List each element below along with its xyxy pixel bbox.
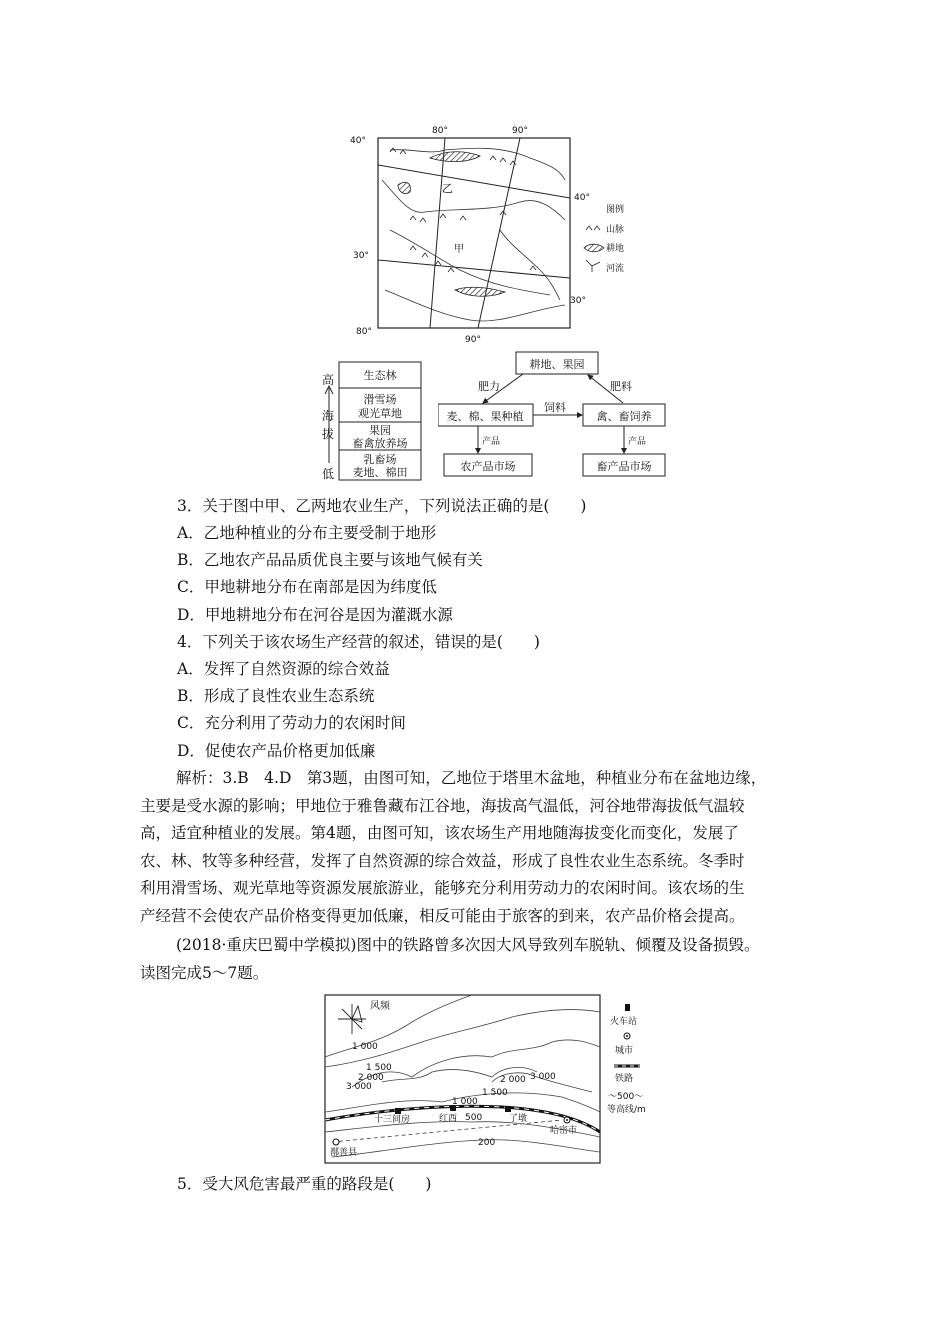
legend-contour: 等高线/m	[607, 1105, 646, 1115]
legend-station-icon	[625, 1004, 630, 1011]
flow-right-bottom: 畜产品市场	[596, 460, 652, 473]
altitude-row-1: 生态林	[363, 369, 397, 382]
q3-option-d[interactable]: D．甲地耕地分布在河谷是因为灌溉水源	[177, 606, 453, 624]
county-marker	[333, 1139, 339, 1145]
altitude-axis-2: 拔	[322, 427, 335, 441]
flow-diagram-figure	[438, 350, 673, 480]
flow-left-mid: 麦、棉、果种植	[446, 410, 524, 423]
border-line-1	[390, 148, 565, 180]
meridian-80	[430, 138, 445, 328]
intro-paragraph	[140, 932, 820, 987]
altitude-table-figure	[314, 358, 429, 483]
q5-stem: 5．受大风危害最严重的路段是( )	[177, 1175, 432, 1193]
q4-option-b[interactable]: B．形成了良性农业生态系统	[177, 687, 375, 705]
legend-station: 火车站	[610, 1017, 638, 1027]
altitude-svg	[314, 358, 429, 483]
altitude-row-2b: 观光草地	[358, 407, 402, 420]
legend-city: 城市	[615, 1046, 634, 1056]
analysis-line-6: 产经营不会使农产品价格变得更加低廉，相反可能由于旅客的到来，农产品价格会提高。	[140, 906, 745, 925]
contour-1500b: 1 500	[482, 1088, 508, 1098]
label-yi: 乙	[442, 182, 453, 195]
lat-mid-left: 30°	[353, 251, 369, 261]
q3-option-b[interactable]: B．乙地农产品品质优良主要与该地气候有关	[177, 551, 483, 569]
q4-option-a[interactable]: A．发挥了自然资源的综合效益	[177, 660, 390, 678]
lon-bottom-left: 80°	[356, 327, 372, 337]
station-2-label: 红西	[439, 1114, 458, 1124]
parallel-30	[378, 260, 570, 278]
q4-option-c[interactable]: C．充分利用了劳动力的农闲时间	[177, 714, 406, 732]
legend-farmland: 耕地	[606, 244, 625, 254]
edge-manure-label: 肥料	[610, 380, 632, 393]
analysis-line-5: 利用滑雪场、观光草地等资源发展旅游业，能够充分利用劳动力的农闲时间。该农场的生	[140, 879, 745, 897]
farmland-west	[398, 182, 410, 193]
flow-right-mid: 禽、畜饲养	[596, 410, 652, 423]
flow-top: 耕地、果园	[529, 358, 585, 371]
contour-1000a: 1 000	[352, 1042, 378, 1052]
map-1-svg	[350, 120, 640, 345]
contour-500: 500	[465, 1113, 483, 1123]
q4-option-d[interactable]: D．促使农产品价格更加低廉	[177, 742, 376, 760]
contour-1000b: 1 000	[452, 1097, 478, 1107]
q3-option-a[interactable]: A．乙地种植业的分布主要受制于地形	[177, 524, 437, 542]
map-2-svg	[322, 992, 662, 1168]
lat-top-left: 40°	[350, 136, 366, 146]
analysis-paragraph	[140, 765, 820, 930]
altitude-row-4b: 麦地、棉田	[352, 466, 408, 479]
intro-line-1: (2018·重庆巴蜀中学模拟)图中的铁路曾多次因大风导致列车脱轨、倾覆及设备损毁。	[176, 936, 760, 954]
altitude-low: 低	[322, 467, 335, 481]
analysis-line-4: 农、林、牧等多种经营，发挥了自然资源的综合效益，形成了良性农业生态系统。冬季时	[140, 851, 745, 870]
river-line	[500, 230, 560, 300]
contour-2000b: 2 000	[500, 1075, 526, 1085]
himalaya-edge	[390, 230, 550, 295]
lat-right-2: 30°	[570, 296, 586, 306]
station-3-marker	[505, 1106, 511, 1112]
station-1-label: 十三间房	[374, 1115, 411, 1125]
altitude-row-3b: 畜禽放养场	[352, 437, 408, 450]
intro-line-2: 读图完成5～7题。	[140, 963, 269, 982]
farmland-north	[430, 152, 480, 162]
altitude-row-2a: 滑雪场	[363, 393, 397, 406]
legend-title: 图例	[606, 205, 625, 215]
edge-product-left-label: 产品	[482, 437, 501, 447]
legend-river-icon	[586, 260, 600, 272]
station-3-label: 了墩	[509, 1114, 528, 1124]
label-jia: 甲	[454, 244, 464, 255]
map-figure-2	[322, 992, 662, 1168]
altitude-row-3a: 果园	[369, 424, 391, 437]
edge-product-right-label: 产品	[628, 437, 647, 447]
contour-2000a: 2 000	[358, 1073, 384, 1083]
altitude-high: 高	[322, 373, 335, 387]
edge-fertility-label: 肥力	[478, 380, 500, 393]
legend-mountain-icon	[586, 226, 600, 230]
analysis-line-3: 高，适宜种植业的发展。第4题，由图可知，该农场生产用地随海拔变化而变化，发展了	[140, 824, 739, 842]
city-label: 哈密市	[550, 1126, 578, 1136]
lon-top-1: 80°	[432, 126, 448, 136]
analysis-line-1: 解析：3.B 4.D 第3题，由图可知，乙地位于塔里木盆地，种植业分布在盆地边缘，	[176, 769, 767, 787]
flow-left-bottom: 农产品市场	[460, 460, 516, 473]
q3-stem: 3．关于图中甲、乙两地农业生产，下列说法正确的是( )	[177, 497, 587, 515]
legend-rail: 铁路	[615, 1074, 634, 1084]
contour-200: 200	[478, 1138, 496, 1148]
edge-feed-label: 饲料	[544, 401, 566, 414]
contour-1500a: 1 500	[366, 1063, 392, 1073]
legend-farmland-icon	[584, 244, 604, 252]
altitude-row-4a: 乳畜场	[363, 453, 397, 466]
farmland-south	[455, 287, 505, 296]
lat-right-1: 40°	[574, 193, 590, 203]
wind-rose-icon	[338, 1004, 366, 1034]
legend-river: 河流	[606, 264, 625, 274]
legend-mountain: 山脉	[606, 225, 625, 235]
station-1-marker	[395, 1108, 401, 1114]
lon-bottom: 90°	[465, 335, 481, 345]
contour-3000a: 3 000	[346, 1082, 372, 1092]
meridian-90	[478, 138, 520, 328]
county-label: 鄯善县	[330, 1148, 358, 1158]
wind-label: 风频	[370, 1001, 390, 1012]
analysis-line-2: 主要是受水源的影响；甲地位于雅鲁藏布江谷地，海拔高气温低，河谷地带海拔低气温较	[140, 796, 745, 815]
contour-3000b: 3 000	[530, 1072, 556, 1082]
map-figure-1	[350, 120, 640, 345]
q4-stem: 4．下列关于该农场生产经营的叙述，错误的是( )	[177, 633, 540, 651]
flow-svg	[438, 350, 673, 480]
q3-option-c[interactable]: C．甲地耕地分布在南部是因为纬度低	[177, 578, 437, 596]
altitude-axis-1: 海	[322, 409, 335, 423]
legend-contour-value: ～500～	[608, 1092, 644, 1102]
lon-top-2: 90°	[512, 126, 528, 136]
